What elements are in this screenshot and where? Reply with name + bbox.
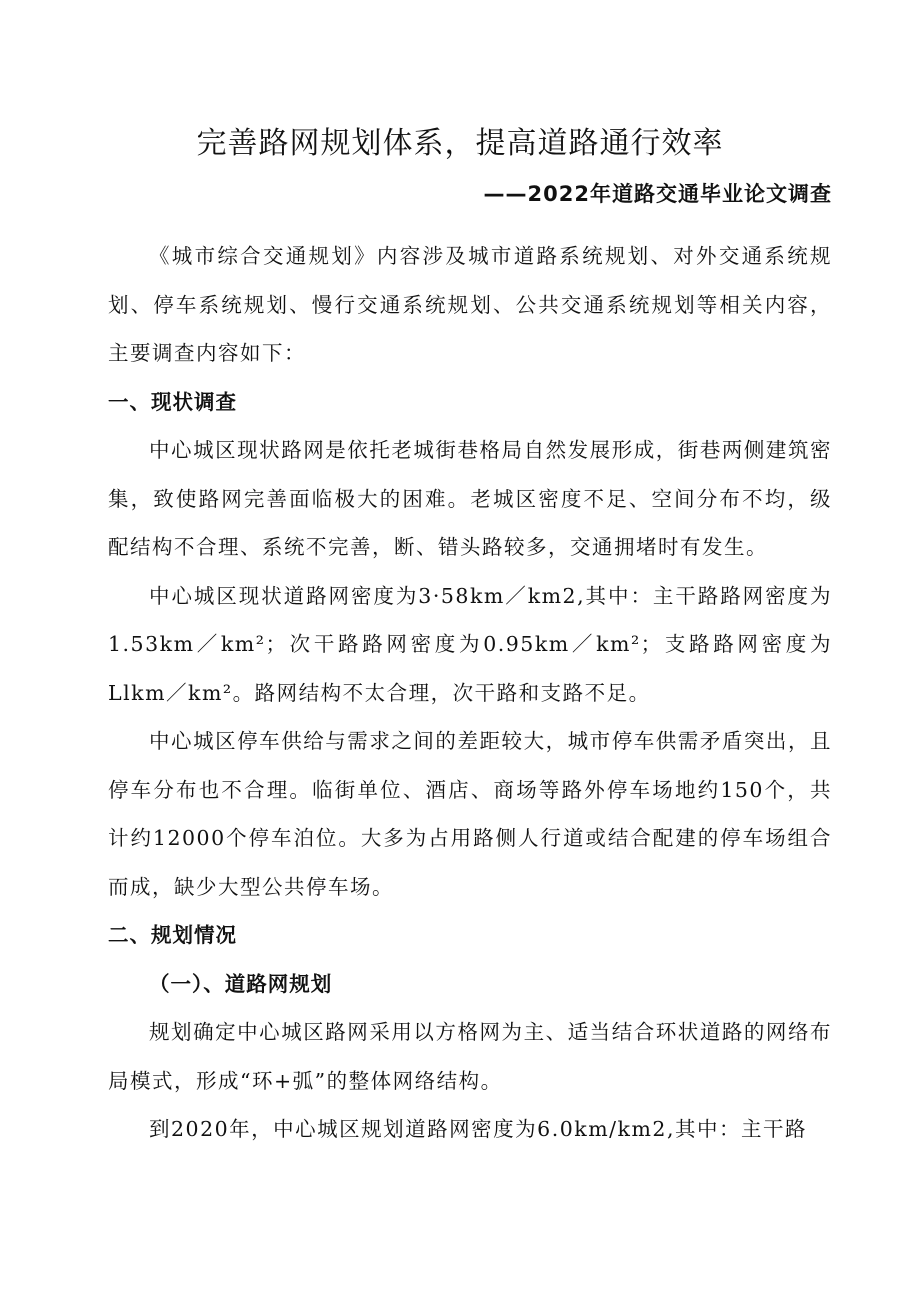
paragraph: 规划确定中心城区路网采用以方格网为主、适当结合环状道路的网络布局模式，形成“环+弧”的整体网络结构。 xyxy=(108,1020,832,1093)
document-subtitle: ——2022年道路交通毕业论文调查 xyxy=(483,182,832,206)
paragraph: 中心城区现状路网是依托老城街巷格局自然发展形成，街巷两侧建筑密集，致使路网完善面临极大的困难。老城区密度不足、空间分布不均，级配结构不合理、系统不完善，断、错头路较多，交通拥堵时有发生。 xyxy=(108,438,832,559)
document-body xyxy=(108,232,832,1154)
section-heading-planning: 二、规划情况 xyxy=(108,923,237,947)
paragraph: 中心城区现状道路网密度为3·58km／km2,其中：主干路路网密度为1.53km／km²；次干路路网密度为0.95km／km²；支路路网密度为Llkm／km²。路网结构不太合理，次干路和支路不足。 xyxy=(108,583,832,705)
section-heading-status: 一、现状调查 xyxy=(108,389,237,414)
subsection-heading-road-network: （一）、道路网规划 xyxy=(149,971,333,996)
paragraph: 中心城区停车供给与需求之间的差距较大，城市停车供需矛盾突出，且停车分布也不合理。临街单位、酒店、商场等路外停车场地约150个，共计约12000个停车泊位。大多为占用路侧人行道或结合配建的停车场组合而成，缺少大型公共停车场。 xyxy=(108,729,832,899)
document-title: 完善路网规划体系，提高道路通行效率 xyxy=(196,126,724,161)
paragraph: 到2020年，中心城区规划道路网密度为6.0km/km2,其中：主干路 xyxy=(149,1117,807,1141)
intro-paragraph: 《城市综合交通规划》内容涉及城市道路系统规划、对外交通系统规划、停车系统规划、慢行交通系统规划、公共交通系统规划等相关内容，主要调查内容如下： xyxy=(108,244,832,365)
